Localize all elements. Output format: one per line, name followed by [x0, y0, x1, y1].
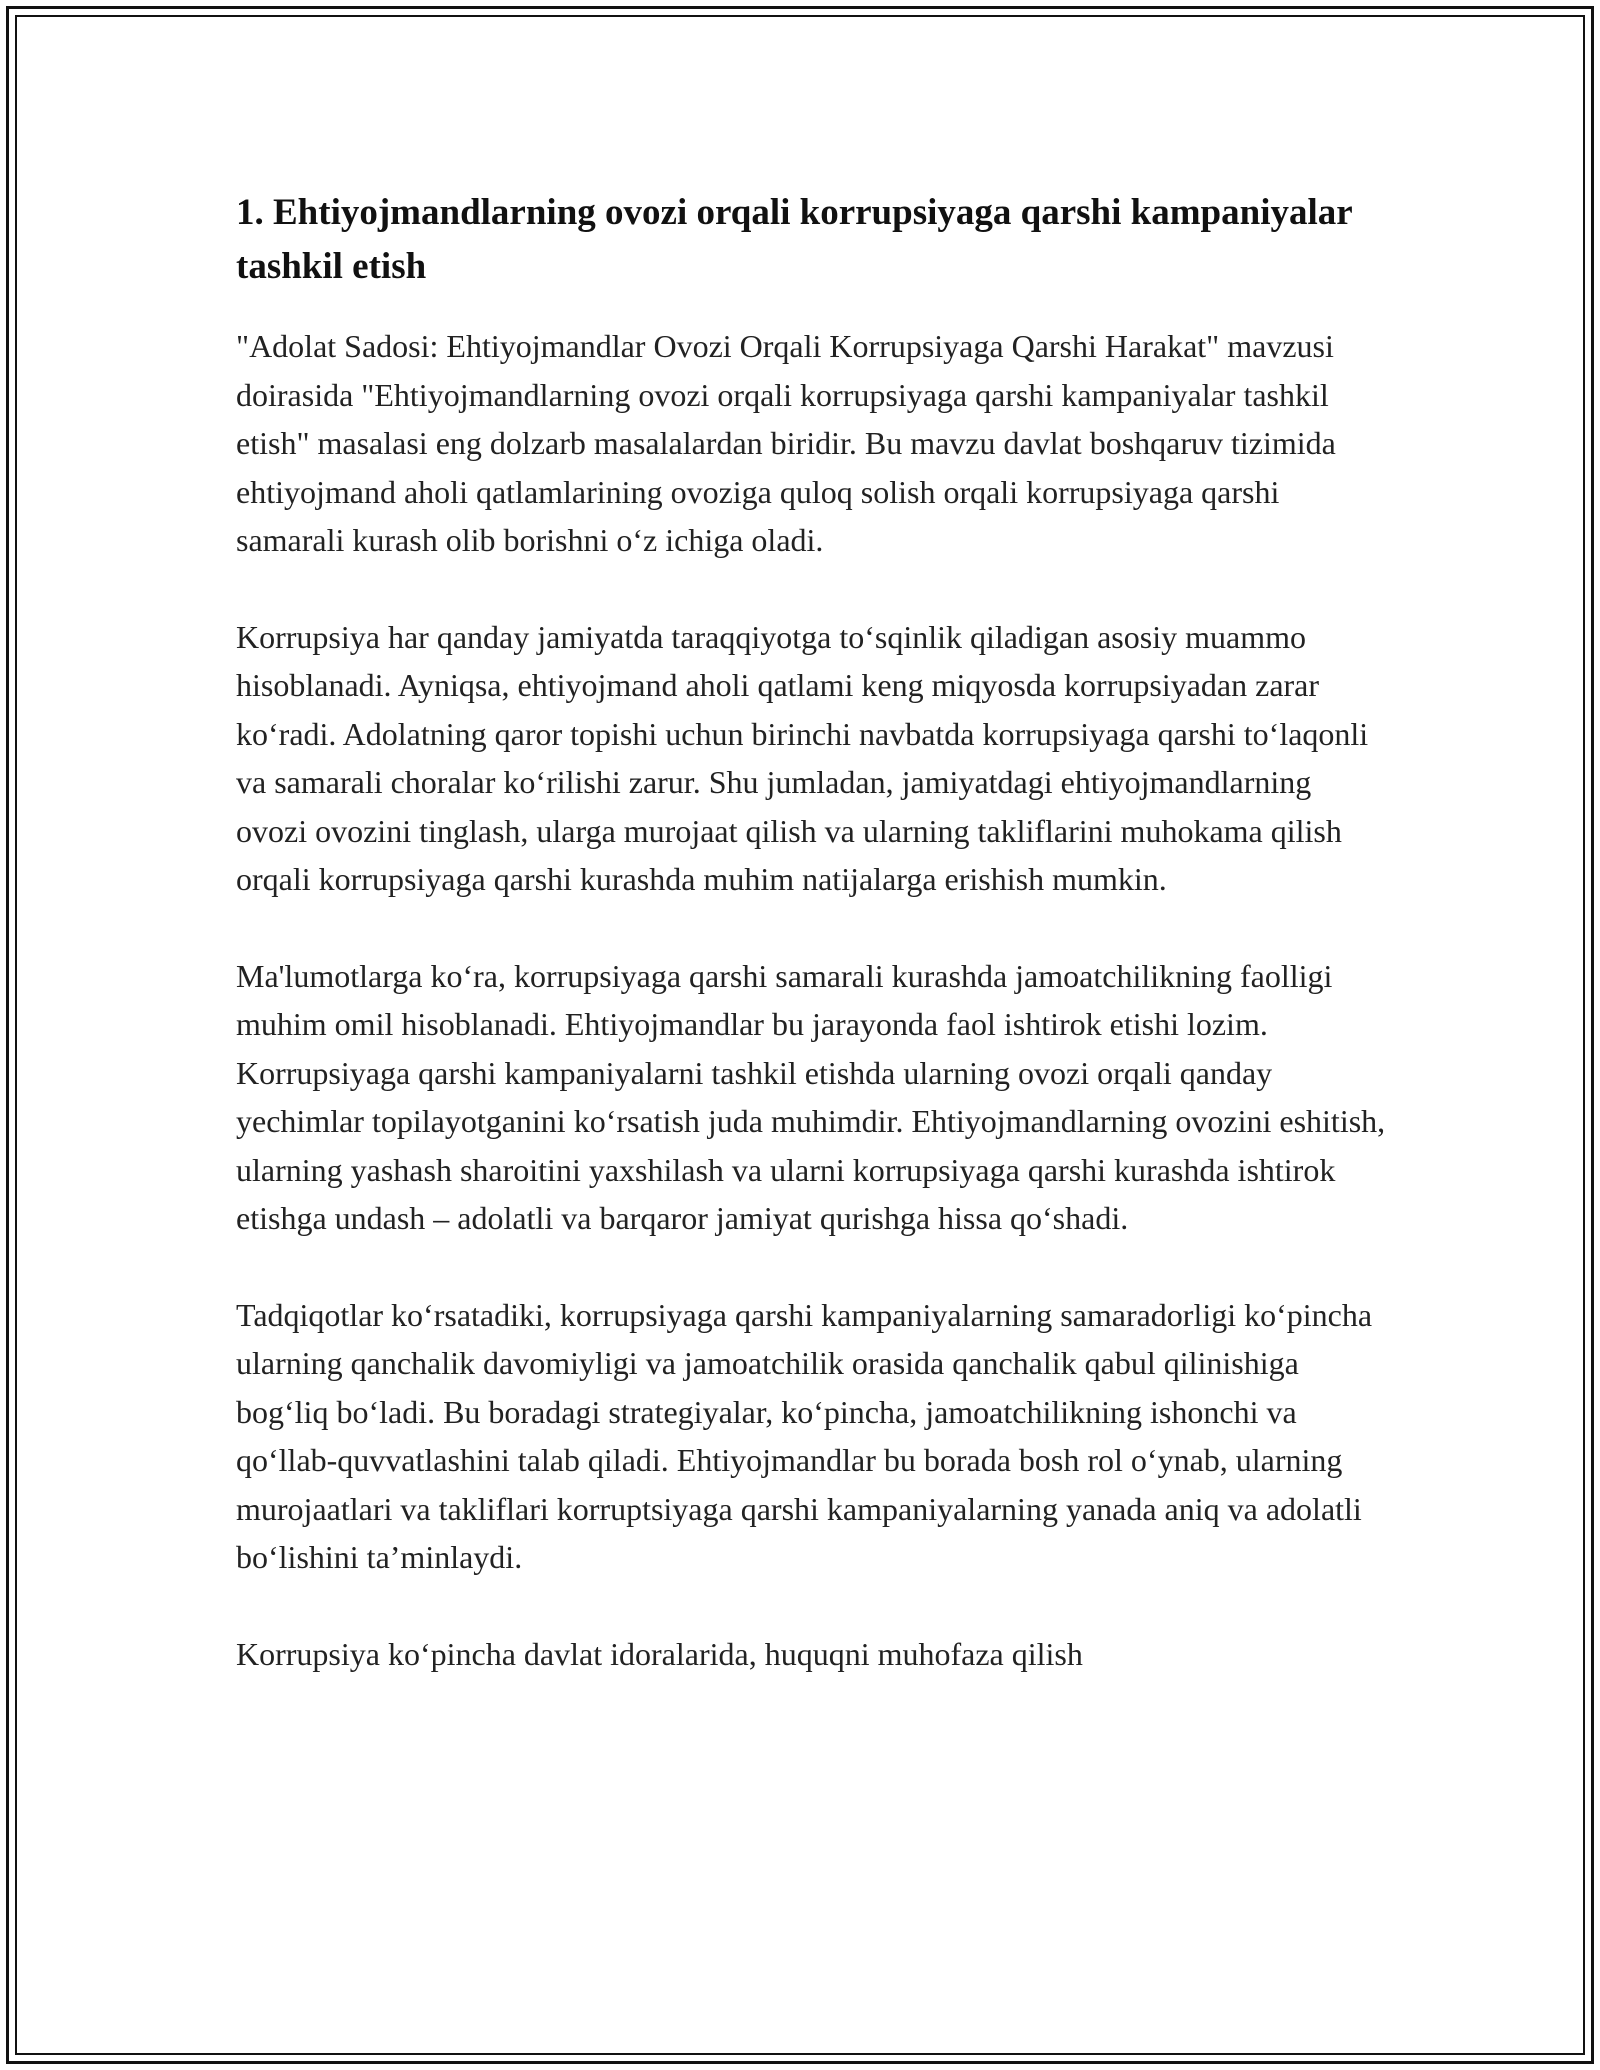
- document-body: [236, 186, 1386, 1726]
- paragraph-4: Tadqiqotlar ko‘rsatadiki, korrupsiyaga qarshi kampaniyalarning samaradorligi ko‘pincha ularning qanchalik davomiyligi va jamoatchilik orasida qanchalik qabul qilinishiga bog‘liq bo‘ladi. Bu boradagi strategiyalar, ko‘pincha, jamoatchilikning ishonchi va qo‘llab-quvvatlashini talab qiladi. Ehtiyojmandlar bu borada bosh rol o‘ynab, ularning murojaatlari va takliflari korruptsiyaga qarshi kampaniyalarning yanada aniq va adolatli bo‘lishini ta’minlaydi.: [236, 1296, 1373, 1575]
- section-heading: 1. Ehtiyojmandlarning ovozi orqali korrupsiyaga qarshi kampaniyalar tashkil etish: [236, 192, 1353, 287]
- paragraph-1: "Adolat Sadosi: Ehtiyojmandlar Ovozi Orqali Korrupsiyaga Qarshi Harakat" mavzusi doirasida "Ehtiyojmandlarning ovozi orqali korrupsiyaga qarshi kampaniyalar tashkil etish" masalasi eng dolzarb masalalardan biridir. Bu mavzu davlat boshqaruv tizimida ehtiyojmand aholi qatlamlarining ovoziga quloq solish orqali korrupsiyaga qarshi samarali kurash olib borishni o‘z ichiga oladi.: [236, 328, 1336, 558]
- paragraph-5: Korrupsiya ko‘pincha davlat idoralarida, huquqni muhofaza qilish: [236, 1635, 1083, 1672]
- paragraph-2: Korrupsiya har qanday jamiyatda taraqqiyotga to‘sqinlik qiladigan asosiy muammo hisoblanadi. Ayniqsa, ehtiyojmand aholi qatlami keng miqyosda korrupsiyadan zarar ko‘radi. Adolatning qaror topishi uchun birinchi navbatda korrupsiyaga qarshi to‘laqonli va samarali choralar ko‘rilishi zarur. Shu jumladan, jamiyatdagi ehtiyojmandlarning ovozi ovozini tinglash, ularga murojaat qilish va ularning takliflarini muhokama qilish orqali korrupsiyaga qarshi kurashda muhim natijalarga erishish mumkin.: [236, 618, 1369, 897]
- paragraph-3: Ma'lumotlarga ko‘ra, korrupsiyaga qarshi samarali kurashda jamoatchilikning faolligi muhim omil hisoblanadi. Ehtiyojmandlar bu jarayonda faol ishtirok etishi lozim. Korrupsiyaga qarshi kampaniyalarni tashkil etishda ularning ovozi orqali qanday yechimlar topilayotganini ko‘rsatish juda muhimdir. Ehtiyojmandlarning ovozini eshitish, ularning yashash sharoitini yaxshilash va ularni korrupsiyaga qarshi kurashda ishtirok etishga undash – adolatli va barqaror jamiyat qurishga hissa qo‘shadi.: [236, 957, 1386, 1236]
